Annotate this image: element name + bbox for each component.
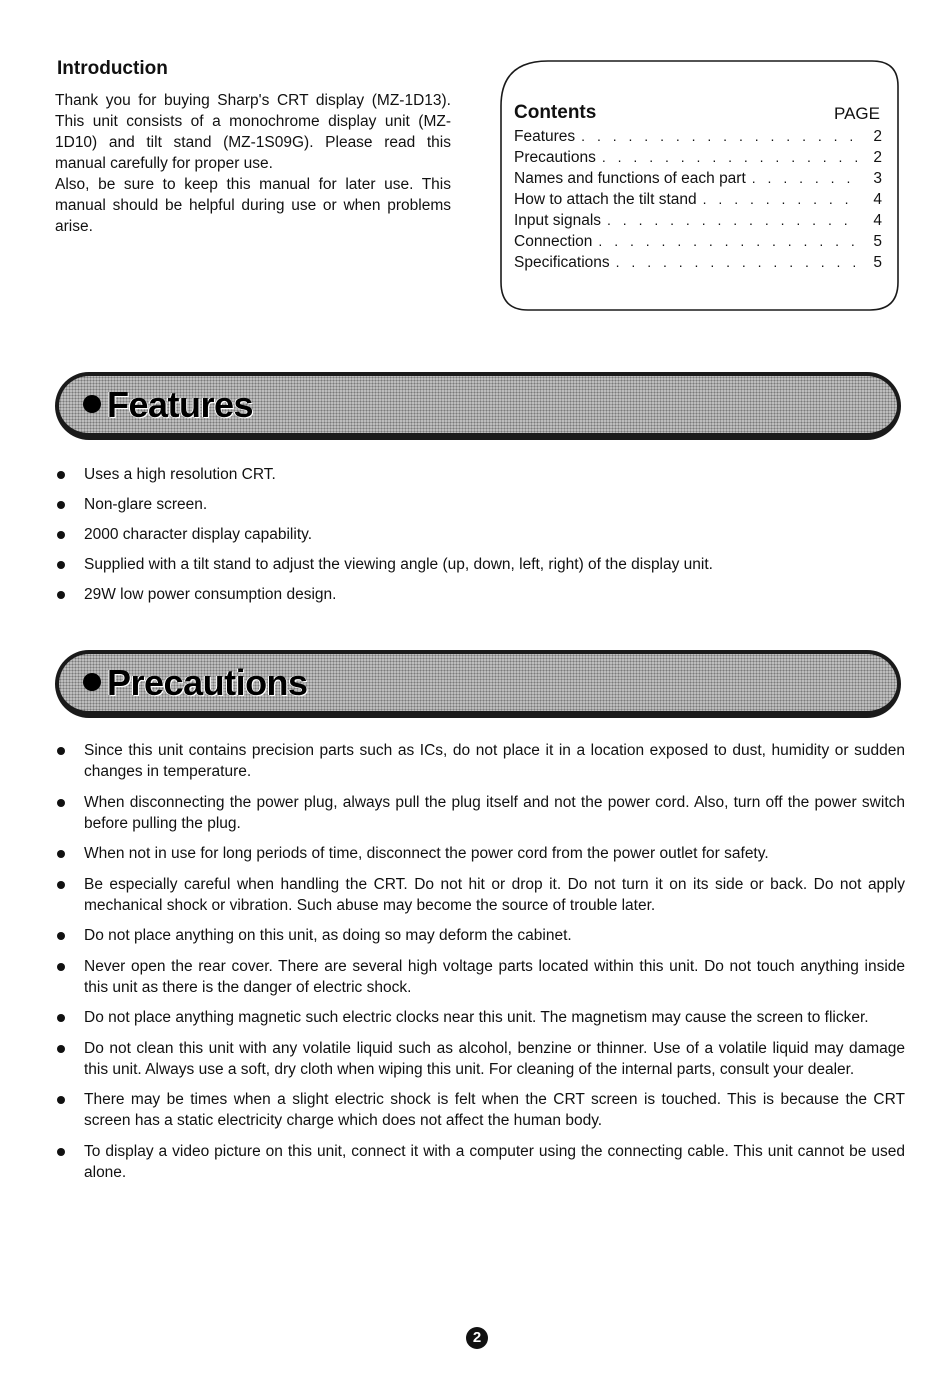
list-item-text: 29W low power consumption design. (84, 586, 337, 603)
contents-box (500, 60, 900, 310)
features-list (55, 464, 905, 614)
features-title (83, 384, 253, 426)
bullet-icon (57, 799, 65, 807)
page-number: 2 (466, 1327, 488, 1349)
contents-page-header: PAGE (834, 104, 880, 123)
bullet-icon (57, 881, 65, 889)
introduction-heading: Introduction (57, 58, 168, 79)
list-item (55, 792, 905, 834)
list-item (55, 464, 905, 485)
features-banner (55, 372, 901, 440)
list-item-text: 2000 character display capability. (84, 526, 313, 543)
list-item (55, 740, 905, 782)
list-item-text: Uses a high resolution CRT. (84, 466, 276, 483)
list-item (55, 1007, 905, 1028)
toc-item-label: Input signals (514, 212, 602, 229)
list-item (55, 925, 905, 946)
toc-item-page: 2 (873, 149, 882, 166)
introduction-text (55, 90, 451, 237)
toc-item (514, 210, 882, 231)
toc-leader (602, 147, 860, 168)
bullet-icon (57, 1096, 65, 1104)
toc-item-label: How to attach the tilt stand (514, 191, 697, 208)
list-item (55, 584, 905, 605)
toc-item (514, 189, 882, 210)
toc-item-page: 5 (873, 233, 882, 250)
toc-item-page: 4 (873, 191, 882, 208)
toc-item-page: 4 (873, 212, 882, 229)
toc-item-label: Names and functions of each part (514, 170, 746, 187)
bullet-icon (57, 1045, 65, 1053)
list-item (55, 843, 905, 864)
list-item-text: Supplied with a tilt stand to adjust the viewing angle (up, down, left, right) of the display unit. (84, 556, 713, 573)
bullet-icon (57, 850, 65, 858)
toc-item-page: 2 (873, 128, 882, 145)
precautions-title (83, 662, 308, 704)
list-item-text: Do not place anything on this unit, as doing so may deform the cabinet. (84, 927, 572, 944)
toc-item (514, 126, 882, 147)
bullet-icon (57, 561, 65, 569)
list-item (55, 956, 905, 998)
introduction-paragraph-1: Thank you for buying Sharp's CRT display (MZ-1D13). This unit consists of a monochrome display unit (MZ-1D10) and tilt stand (MZ-1S09G). Please read this manual carefully for proper use. (55, 92, 451, 172)
bullet-icon (83, 673, 101, 691)
features-title-text: Features (107, 384, 254, 425)
toc-leader (598, 231, 860, 252)
list-item-text: Never open the rear cover. There are several high voltage parts located within this unit. Do not touch anything inside this unit as there is the danger of electric shock. (84, 957, 905, 996)
list-item-text: Since this unit contains precision parts such as ICs, do not place it in a location exposed to dust, humidity or sudden changes in temperature. (84, 742, 905, 780)
list-item (55, 874, 905, 916)
list-item-text: There may be times when a slight electric shock is felt when the CRT screen is touched. This is because the CRT screen has a static electricity charge which does not affect the human body. (84, 1091, 905, 1129)
toc-leader (752, 168, 860, 189)
list-item-text: Do not clean this unit with any volatile liquid such as alcohol, benzine or thinner. Use of a volatile liquid may damage this unit. Always use a soft, dry cloth when wiping this unit. For cleaning of the internal parts, consult your dealer. (84, 1039, 905, 1078)
toc-item (514, 147, 882, 168)
bullet-icon (57, 531, 65, 539)
list-item-text: Do not place anything magnetic such electric clocks near this unit. The magnetism may cause the screen to flicker. (84, 1009, 869, 1026)
toc-item-page: 3 (873, 170, 882, 187)
introduction-paragraph-2: Also, be sure to keep this manual for later use. This manual should be helpful during use or when problems arise. (55, 176, 451, 235)
list-item-text: When not in use for long periods of time, disconnect the power cord from the power outlet for safety. (84, 845, 769, 862)
contents-title: Contents (514, 102, 597, 123)
toc-item-label: Connection (514, 233, 593, 250)
toc-item (514, 231, 882, 252)
toc-leader (607, 210, 860, 231)
list-item-text: Be especially careful when handling the CRT. Do not hit or drop it. Do not turn it on its side or back. Do not apply mechanical shock or vibration. Such abuse may become the source of trouble later. (84, 875, 905, 914)
bullet-icon (83, 395, 101, 413)
list-item-text: To display a video picture on this unit, connect it with a computer using the connecting cable. This unit cannot be used alone. (84, 1142, 905, 1181)
bullet-icon (57, 932, 65, 940)
toc-item (514, 252, 882, 273)
bullet-icon (57, 471, 65, 479)
list-item-text: Non-glare screen. (84, 496, 208, 513)
list-item (55, 554, 905, 575)
toc-item-label: Specifications (514, 254, 610, 271)
bullet-icon (57, 1148, 65, 1156)
toc-item-label: Features (514, 128, 576, 145)
precautions-banner (55, 650, 901, 718)
precautions-list (55, 740, 905, 1192)
list-item-text: When disconnecting the power plug, always pull the plug itself and not the power cord. Also, turn off the power switch before pulling the plug. (84, 793, 905, 832)
bullet-icon (57, 1014, 65, 1022)
toc-item-page: 5 (873, 254, 882, 271)
bullet-icon (57, 591, 65, 599)
toc-leader (581, 126, 860, 147)
toc-leader (616, 252, 860, 273)
toc-item (514, 168, 882, 189)
toc-item-label: Precautions (514, 149, 596, 166)
toc-leader (703, 189, 860, 210)
list-item (55, 1089, 905, 1131)
list-item (55, 1141, 905, 1183)
bullet-icon (57, 501, 65, 509)
list-item (55, 494, 905, 515)
list-item (55, 1038, 905, 1080)
bullet-icon (57, 963, 65, 971)
list-item (55, 524, 905, 545)
precautions-title-text: Precautions (107, 662, 308, 703)
bullet-icon (57, 747, 65, 755)
